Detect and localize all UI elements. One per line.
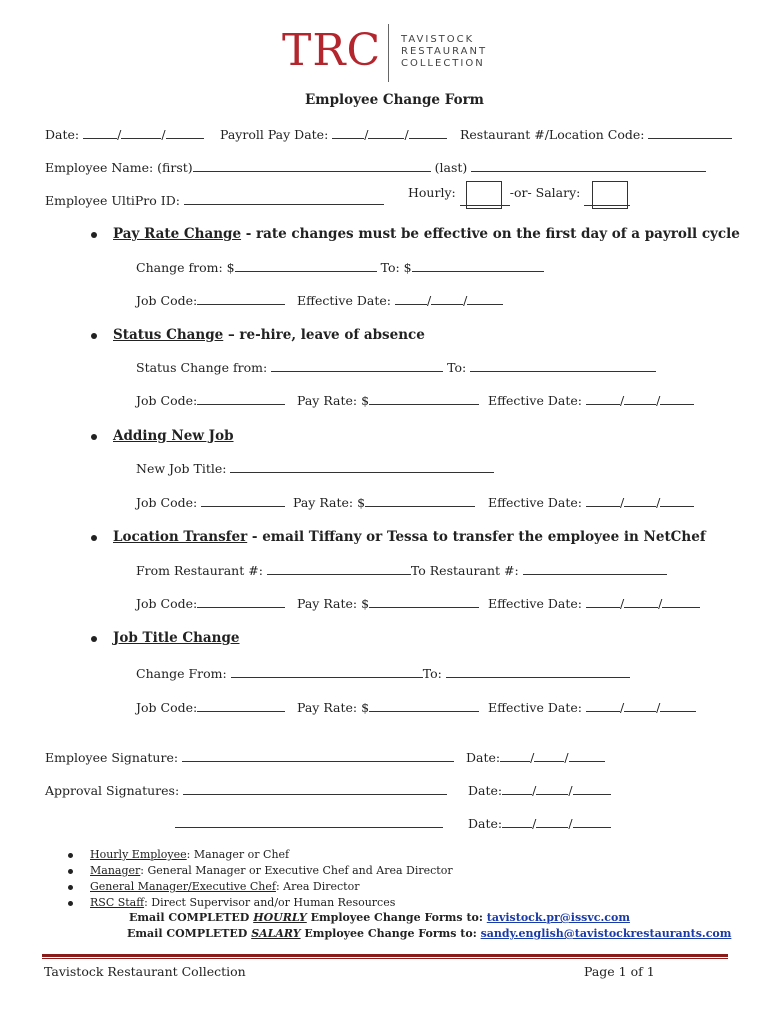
pay-rate-effective-row — [297, 293, 503, 308]
job-code-label: Job Code: — [136, 495, 198, 510]
effective-day-field[interactable] — [431, 293, 463, 305]
approval-role: Manager — [90, 864, 141, 877]
logo-divider — [388, 24, 389, 82]
restaurant-row — [460, 127, 732, 142]
email-text: Employee Change Forms to: — [300, 927, 481, 940]
pay-rate-job-row — [136, 293, 285, 308]
logo-mark: TRC — [282, 25, 382, 76]
approval-signature-field-2[interactable] — [175, 816, 443, 828]
to-restaurant-field[interactable] — [523, 563, 667, 575]
effective-year-field[interactable] — [662, 596, 700, 608]
form-title: Employee Change Form — [305, 92, 484, 108]
pay-rate-note: - rate changes must be effective on the first day of a payroll cycle — [241, 226, 740, 242]
date-label: Date: — [468, 783, 503, 798]
date-month-field[interactable] — [500, 750, 530, 762]
adding-effective-row — [488, 495, 694, 510]
effective-month-field[interactable] — [586, 700, 620, 712]
approval-date-row-1 — [468, 783, 611, 798]
date-day-field[interactable] — [121, 127, 161, 139]
hourly-label: Hourly: — [408, 185, 456, 200]
bullet — [91, 434, 97, 440]
date-day-field[interactable] — [536, 783, 568, 795]
pay-rate-field[interactable] — [369, 393, 479, 405]
new-title-row — [136, 461, 494, 476]
effective-day-field[interactable] — [624, 495, 656, 507]
list-item — [90, 880, 359, 893]
ultipro-row — [45, 193, 384, 208]
job-title-change-title: Job Title Change — [113, 630, 240, 646]
date-year-field[interactable] — [569, 750, 605, 762]
first-name-label: Employee Name: (first) — [45, 160, 193, 175]
job-title-effective-row — [488, 700, 696, 715]
adding-job-row — [136, 495, 285, 510]
slash: / — [161, 127, 166, 142]
transfer-title: Location Transfer — [113, 529, 248, 545]
status-effective-row — [488, 393, 694, 408]
date-month-field[interactable] — [83, 127, 117, 139]
date-label: Date: — [468, 816, 503, 831]
approval-signature-row-2 — [175, 816, 443, 831]
hourly-checkbox-area[interactable] — [460, 181, 510, 206]
last-name-field[interactable] — [471, 160, 706, 172]
bullet — [68, 901, 73, 906]
transfer-job-row — [136, 596, 285, 611]
new-job-title-field[interactable] — [230, 461, 494, 473]
footer-page: Page 1 of 1 — [584, 964, 655, 979]
change-from-field[interactable] — [235, 260, 377, 272]
change-to-label: To: — [422, 666, 442, 681]
slash: / — [117, 127, 122, 142]
employee-signature-label: Employee Signature: — [45, 750, 179, 765]
restaurant-code-field[interactable] — [648, 127, 732, 139]
to-restaurant-label: To Restaurant #: — [410, 563, 519, 578]
job-code-label: Job Code: — [136, 393, 198, 408]
slash: / — [656, 495, 661, 510]
slash: / — [532, 816, 537, 831]
change-to-field[interactable] — [446, 666, 630, 678]
approval-signature-field-1[interactable] — [183, 783, 447, 795]
effective-month-field[interactable] — [586, 596, 620, 608]
effective-month-field[interactable] — [586, 495, 620, 507]
change-from-label: Change from: $ — [136, 260, 235, 275]
approval-text: : Manager or Chef — [186, 848, 290, 861]
footer-rule — [42, 954, 728, 957]
logo-line-1: TAVISTOCK — [401, 34, 475, 45]
email-text: Employee Change Forms to: — [306, 911, 487, 924]
effective-day-field[interactable] — [624, 393, 656, 405]
pay-rate-title: Pay Rate Change — [113, 226, 242, 242]
effective-date-label: Effective Date: — [488, 700, 582, 715]
bullet — [68, 885, 73, 890]
pay-rate-label: Pay Rate: $ — [297, 393, 370, 408]
hourly-checkbox[interactable] — [466, 181, 502, 209]
ultipro-label: Employee UltiPro ID: — [45, 193, 180, 208]
pay-rate-label: Pay Rate: $ — [297, 596, 370, 611]
date-day-field[interactable] — [534, 750, 564, 762]
date-year-field[interactable] — [573, 816, 611, 828]
footer-rule-thin — [42, 958, 728, 959]
effective-day-field[interactable] — [624, 700, 656, 712]
date-month-field[interactable] — [502, 816, 532, 828]
effective-date-label: Effective Date: — [488, 495, 582, 510]
approval-text: : Direct Supervisor and/or Human Resources — [144, 896, 396, 909]
job-code-label: Job Code: — [136, 700, 198, 715]
job-code-field[interactable] — [201, 495, 285, 507]
date-month-field[interactable] — [502, 783, 532, 795]
approval-signature-row — [45, 783, 447, 798]
email-emphasis: SALARY — [251, 927, 301, 940]
last-name-label: (last) — [434, 160, 468, 175]
adding-pay-row — [293, 495, 475, 510]
slash: / — [656, 393, 661, 408]
logo-wordmark — [401, 34, 487, 70]
change-to-label: To: $ — [380, 260, 412, 275]
logo-line-2: RESTAURANT — [401, 46, 488, 57]
job-title-change-row — [136, 666, 630, 681]
employee-signature-row — [45, 750, 454, 765]
salary-email-line — [127, 927, 731, 940]
slash: / — [619, 393, 625, 408]
adding-heading — [113, 428, 234, 444]
pay-rate-heading — [113, 226, 740, 242]
transfer-note: - email Tiffany or Tessa to transfer the employee in NetChef — [247, 529, 706, 545]
transfer-effective-row — [488, 596, 700, 611]
approval-date-row-2 — [468, 816, 611, 831]
list-item — [90, 848, 289, 861]
status-to-field[interactable] — [470, 360, 656, 372]
slash: / — [463, 293, 468, 308]
pay-rate-field[interactable] — [365, 495, 475, 507]
payroll-label: Payroll Pay Date: — [220, 127, 329, 142]
effective-year-field[interactable] — [660, 495, 694, 507]
status-job-row — [136, 393, 285, 408]
from-restaurant-label: From Restaurant #: — [136, 563, 263, 578]
footer-left: Tavistock Restaurant Collection — [44, 964, 246, 979]
effective-year-field[interactable] — [660, 700, 696, 712]
job-code-field[interactable] — [197, 596, 285, 608]
slash: / — [532, 783, 537, 798]
date-label: Date: — [466, 750, 501, 765]
slash: / — [619, 596, 625, 611]
effective-date-label: Effective Date: — [488, 596, 582, 611]
slash: / — [619, 495, 625, 510]
payroll-day-field[interactable] — [368, 127, 404, 139]
status-from-field[interactable] — [271, 360, 443, 372]
transfer-row — [136, 563, 667, 578]
email-emphasis: HOURLY — [253, 911, 307, 924]
approval-text: : Area Director — [275, 880, 360, 893]
payroll-row — [220, 127, 447, 142]
from-restaurant-field[interactable] — [267, 563, 411, 575]
email-text: Email COMPLETED — [127, 927, 252, 940]
date-year-field[interactable] — [166, 127, 204, 139]
change-from-field[interactable] — [231, 666, 423, 678]
slash: / — [568, 783, 573, 798]
status-heading — [113, 327, 425, 343]
effective-year-field[interactable] — [660, 393, 694, 405]
job-code-field[interactable] — [197, 293, 285, 305]
job-code-field[interactable] — [197, 393, 285, 405]
status-from-row — [136, 360, 656, 375]
pay-rate-field[interactable] — [369, 700, 479, 712]
job-title-pay-row — [297, 700, 479, 715]
slash: / — [364, 127, 369, 142]
approval-text: : General Manager or Executive Chef and Area Director — [140, 864, 453, 877]
transfer-pay-row — [297, 596, 479, 611]
effective-day-field[interactable] — [624, 596, 658, 608]
new-job-title-label: New Job Title: — [136, 461, 227, 476]
payroll-month-field[interactable] — [332, 127, 364, 139]
status-from-label: Status Change from: — [136, 360, 268, 375]
effective-month-field[interactable] — [586, 393, 620, 405]
slash: / — [656, 700, 661, 715]
slash: / — [568, 816, 573, 831]
approval-signature-label: Approval Signatures: — [45, 783, 180, 798]
first-name-field[interactable] — [193, 160, 431, 172]
pay-rate-change-row — [136, 260, 544, 275]
pay-rate-field[interactable] — [369, 596, 479, 608]
name-row — [45, 160, 706, 175]
job-code-label: Job Code: — [136, 293, 198, 308]
status-to-label: To: — [447, 360, 467, 375]
slash: / — [619, 700, 625, 715]
bullet — [91, 535, 97, 541]
slash: / — [658, 596, 663, 611]
pay-rate-label: Pay Rate: $ — [293, 495, 366, 510]
job-code-field[interactable] — [197, 700, 285, 712]
job-title-job-row — [136, 700, 285, 715]
effective-year-field[interactable] — [467, 293, 503, 305]
job-code-label: Job Code: — [136, 596, 198, 611]
hourly-salary-row — [408, 181, 630, 206]
approval-role: Hourly Employee — [90, 848, 187, 861]
salary-checkbox-area[interactable] — [584, 181, 630, 206]
status-pay-row — [297, 393, 479, 408]
ultipro-field[interactable] — [184, 193, 384, 205]
restaurant-label: Restaurant #/Location Code: — [460, 127, 645, 142]
pay-rate-label: Pay Rate: $ — [297, 700, 370, 715]
bullet — [91, 636, 97, 642]
salary-checkbox[interactable] — [592, 181, 628, 209]
date-year-field[interactable] — [573, 783, 611, 795]
employee-signature-field[interactable] — [182, 750, 454, 762]
email-text: Email COMPLETED — [129, 911, 254, 924]
payroll-year-field[interactable] — [409, 127, 447, 139]
bullet — [91, 232, 97, 238]
date-day-field[interactable] — [536, 816, 568, 828]
date-row — [45, 127, 204, 142]
date-label: Date: — [45, 127, 80, 142]
bullet — [68, 853, 73, 858]
slash: / — [530, 750, 535, 765]
hourly-email-link[interactable]: tavistock.pr@issvc.com — [486, 911, 630, 924]
slash: / — [426, 293, 432, 308]
or-salary-label: -or- Salary: — [509, 185, 581, 200]
effective-month-field[interactable] — [395, 293, 427, 305]
effective-date-label: Effective Date: — [488, 393, 582, 408]
slash: / — [564, 750, 569, 765]
bullet — [91, 333, 97, 339]
hourly-email-line — [129, 911, 630, 924]
job-title-heading — [113, 630, 240, 646]
status-title: Status Change — [113, 327, 224, 343]
effective-date-label: Effective Date: — [297, 293, 391, 308]
logo-line-3: COLLECTION — [401, 58, 485, 69]
transfer-heading — [113, 529, 706, 545]
employee-date-row — [466, 750, 605, 765]
change-to-field[interactable] — [412, 260, 544, 272]
change-from-label: Change From: — [136, 666, 227, 681]
status-note: – re-hire, leave of absence — [223, 327, 425, 343]
adding-title: Adding New Job — [113, 428, 234, 444]
bullet — [68, 869, 73, 874]
list-item — [90, 896, 395, 909]
approval-role: General Manager/Executive Chef — [90, 880, 276, 893]
approval-role: RSC Staff — [90, 896, 145, 909]
list-item — [90, 864, 453, 877]
salary-email-link[interactable]: sandy.english@tavistockrestaurants.com — [480, 927, 732, 940]
slash: / — [404, 127, 409, 142]
